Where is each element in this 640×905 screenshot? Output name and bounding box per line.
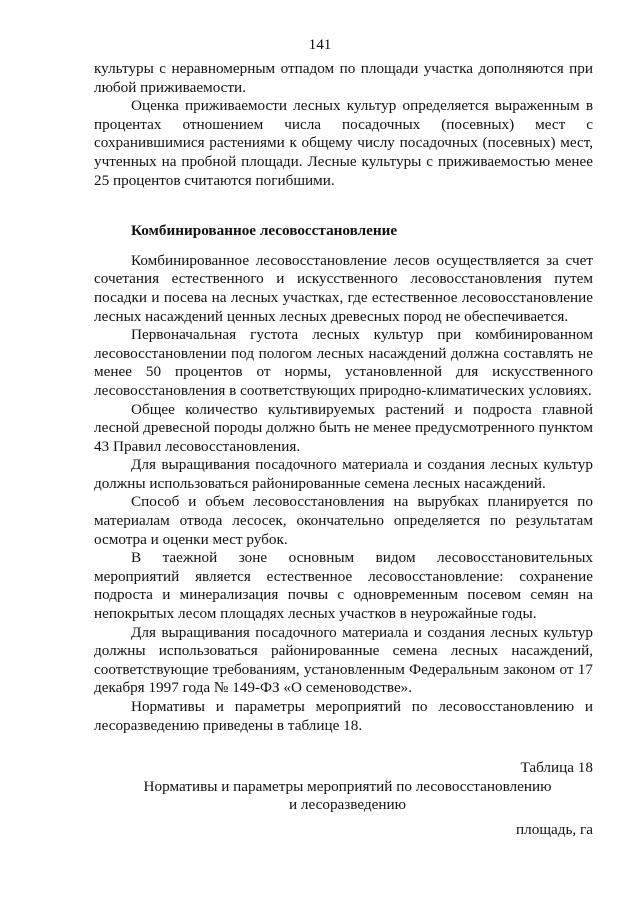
paragraph-initial-density: Первоначальная густота лесных культур при комбинированном лесовосстановлении под пологом лесных насаждений должна составлять не менее 50 процентов от нормы, установленной для искусственного лесовосстановления в соответствующих природно-климатических условиях. bbox=[94, 326, 593, 399]
paragraph-taiga-zone: В таежной зоне основным видом лесовосстановительных мероприятий является естественное лесовосстановление: сохранение подроста и минерализация почвы с одновременным посевом семян на непокрытых лесом площадях лесных участков в неурожайные годы. bbox=[94, 549, 593, 623]
table-title-line-2: и лесоразведению bbox=[289, 796, 406, 814]
page-body bbox=[94, 60, 593, 840]
section-heading: Комбинированное лесовосстановление bbox=[131, 222, 398, 240]
table-label: Таблица 18 bbox=[520, 759, 593, 777]
table-unit: площадь, га bbox=[516, 820, 593, 838]
paragraph-combined-definition: Комбинированное лесовосстановление лесов осуществляется за счет сочетания естественного и искусственного лесовосстановления путем посадки и посева на лесных участках, где естественное лесовосстановление лесных насаждений ценных лесных древесных пород не обеспечивается. bbox=[94, 251, 593, 325]
paragraph-seed-law: Для выращивания посадочного материала и создания лесных культур должны использоваться районированные семена лесных насаждений, соответствующие требованиям, установленным Федеральным законом от 17 декабря 1997 года № 149-ФЗ «О семеноводстве». bbox=[94, 623, 593, 697]
paragraph-seeds-requirement: Для выращивания посадочного материала и создания лесных культур должны использоваться районированные семена лесных насаждений. bbox=[94, 456, 593, 492]
paragraph-total-plants: Общее количество культивируемых растений и подроста главной лесной древесной породы должно быть не менее предусмотренного пунктом 43 Правил лесовосстановления. bbox=[94, 400, 593, 455]
paragraph-table-reference: Нормативы и параметры мероприятий по лесовосстановлению и лесоразведению приведены в таблице 18. bbox=[94, 698, 593, 734]
paragraph-method-volume: Способ и объем лесовосстановления на вырубках планируется по материалам отвода лесосек, окончательно определяется по результатам осмотра и оценки мест рубок. bbox=[94, 493, 593, 548]
paragraph-continuation: культуры с неравномерным отпадом по площади участка дополняются при любой приживаемости. bbox=[94, 60, 593, 96]
table-title-line-1: Нормативы и параметры мероприятий по лесовосстановлению bbox=[143, 777, 552, 795]
paragraph-survival-assessment: Оценка приживаемости лесных культур определяется выраженным в процентах отношением числа посадочных (посевных) мест с сохранившимися растениями к общему числу посадочных (посевных) мест, учтенных на пробной площади. Лесные культуры с приживаемостью менее 25 процентов считаются погибшими. bbox=[94, 97, 593, 189]
page-number: 141 bbox=[308, 36, 332, 53]
